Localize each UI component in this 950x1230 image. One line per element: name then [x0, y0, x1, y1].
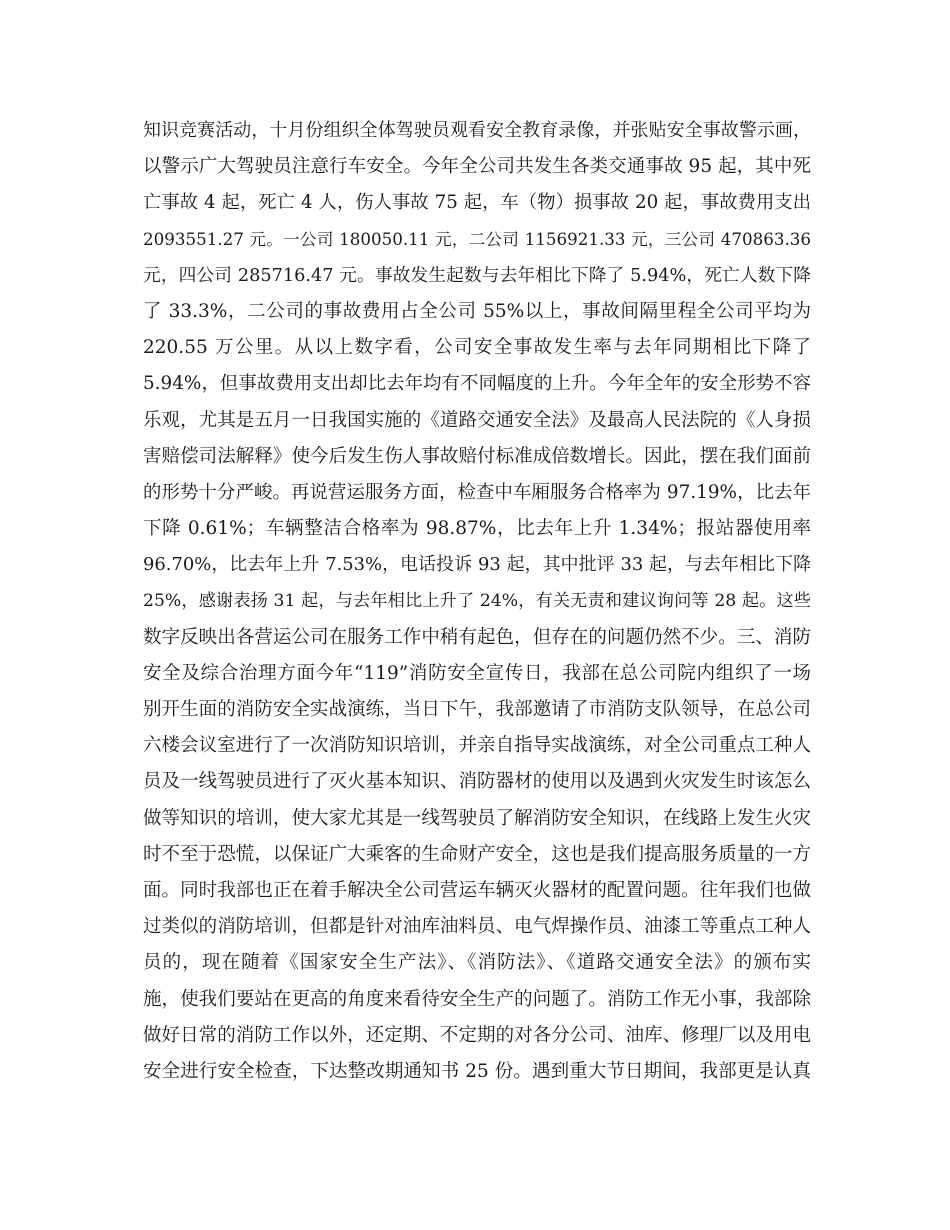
text-line: 害赔偿司法解释》使今后发生伤人事故赔付标准成倍数增长。因此，摆在我们面前	[143, 445, 811, 467]
text-line: 安全进行安全检查，下达整改期通知书 25 份。遇到重大节日期间，我部更是认真	[143, 1060, 811, 1082]
text-line: 220.55 万公里。从以上数字看，公司安全事故发生率与去年同期相比下降了	[143, 337, 811, 359]
text-line: 做等知识的培训，使大家尤其是一线驾驶员了解消防安全知识，在线路上发生火灾	[143, 807, 811, 829]
text-line: 别开生面的消防安全实战演练，当日下午，我部邀请了市消防支队领导，在总公司	[143, 699, 811, 720]
text-line: 六楼会议室进行了一次消防知识培训，并亲自指导实战演练，对全公司重点工种人	[143, 735, 811, 757]
text-line: 下降 0.61%；车辆整洁合格率为 98.87%，比去年上升 1.34%；报站器使用率	[143, 518, 811, 540]
text-line: 了 33.3%，二公司的事故费用占全公司 55%以上，事故间隔里程全公司平均为	[143, 300, 811, 322]
text-line: 25%，感谢表扬 31 起，与去年相比上升了 24%，有关无责和建议询问等 28 起。这些	[143, 591, 811, 612]
text-line: 以警示广大驾驶员注意行车安全。今年全公司共发生各类交通事故 95 起，其中死	[143, 156, 811, 178]
text-line: 5.94%，但事故费用支出却比去年均有不同幅度的上升。今年全年的安全形势不容	[143, 373, 811, 395]
text-line: 的形势十分严峻。再说营运服务方面，检查中车厢服务合格率为 97.19%，比去年	[143, 481, 811, 503]
text-line: 员及一线驾驶员进行了灭火基本知识、消防器材的使用以及遇到火灾发生时该怎么	[143, 771, 811, 793]
text-line: 时不至于恐慌，以保证广大乘客的生命财产安全，这也是我们提高服务质量的一方	[143, 843, 811, 865]
text-line: 面。同时我部也正在着手解决全公司营运车辆灭火器材的配置问题。往年我们也做	[143, 879, 811, 901]
text-line: 96.70%，比去年上升 7.53%，电话投诉 93 起，其中批评 33 起，与去年相比下降	[143, 554, 811, 576]
text-line: 乐观，尤其是五月一日我国实施的《道路交通安全法》及最高人民法院的《人身损	[143, 409, 811, 431]
text-line: 知识竞赛活动，十月份组织全体驾驶员观看安全教育录像，并张贴安全事故警示画，	[143, 120, 811, 141]
text-line: 2093551.27 元。一公司 180050.11 元，二公司 1156921.33 元，三公司 470863.36	[143, 229, 811, 249]
text-line: 做好日常的消防工作以外，还定期、不定期的对各分公司、油库、修理厂以及用电	[143, 1024, 811, 1046]
text-line: 亡事故 4 起，死亡 4 人，伤人事故 75 起，车（物）损事故 20 起，事故费用支出	[143, 192, 811, 214]
text-line: 元，四公司 285716.47 元。事故发生起数与去年相比下降了 5.94%，死亡人数下降	[143, 265, 811, 286]
text-line: 安全及综合治理方面今年“119”消防安全宣传日，我部在总公司院内组织了一场	[143, 662, 811, 684]
body-text	[143, 113, 811, 1090]
text-line: 过类似的消防培训，但都是针对油库油料员、电气焊操作员、油漆工等重点工种人	[143, 916, 811, 938]
text-line: 员的，现在随着《国家安全生产法》、《消防法》、《道路交通安全法》的颁布实	[143, 952, 811, 974]
text-line: 数字反映出各营运公司在服务工作中稍有起色，但存在的问题仍然不少。三、消防	[143, 626, 811, 648]
text-line: 施，使我们要站在更高的角度来看待安全生产的问题了。消防工作无小事，我部除	[143, 988, 811, 1010]
